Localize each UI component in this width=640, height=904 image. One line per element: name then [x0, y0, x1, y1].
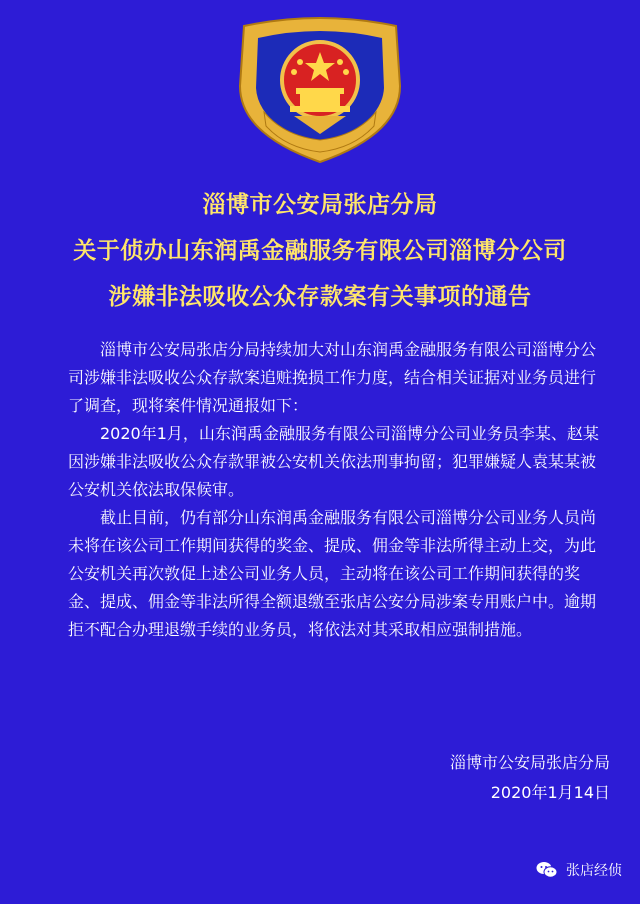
- paragraph-2: 2020年1月，山东润禹金融服务有限公司淄博分公司业务员李某、赵某因涉嫌非法吸收公众存款罪被公安机关依法刑事拘留；犯罪嫌疑人袁某某被公安机关依法取保候审。: [68, 424, 599, 499]
- title-line-1: 淄博市公安局张店分局: [202, 192, 438, 218]
- signature-date: 2020年1月14日: [490, 783, 610, 802]
- wechat-watermark: [536, 860, 622, 880]
- paragraph-1: 淄博市公安局张店分局持续加大对山东润禹金融服务有限公司淄博分公司涉嫌非法吸收公众存款案追赃挽损工作力度，结合相关证据对业务员进行了调查，现将案件情况通报如下：: [68, 340, 597, 415]
- wechat-account-name: 张店经侦: [566, 863, 622, 879]
- signature-org: 淄博市公安局张店分局: [449, 753, 610, 772]
- title-line-2: 关于侦办山东润禹金融服务有限公司淄博分公司: [73, 238, 567, 264]
- wechat-icon: [536, 861, 558, 879]
- notice-body: [68, 336, 608, 644]
- paragraph-3: 截止目前，仍有部分山东润禹金融服务有限公司淄博分公司业务人员尚未将在该公司工作期间获得的奖金、提成、佣金等非法所得主动上交，为此公安机关再次敦促上述公司业务人员，主动将在该公司工作期间获得的奖金、提成、佣金等非法所得全额退缴至张店公安分局涉案专用账户中。逾期拒不配合办理退缴手续的业务员，将依法对其采取相应强制措施。: [68, 508, 597, 639]
- police-emblem: [224, 16, 416, 166]
- notice-title: [0, 182, 640, 320]
- title-line-3: 涉嫌非法吸收公众存款案有关事项的通告: [108, 284, 532, 310]
- signature-block: [380, 748, 610, 808]
